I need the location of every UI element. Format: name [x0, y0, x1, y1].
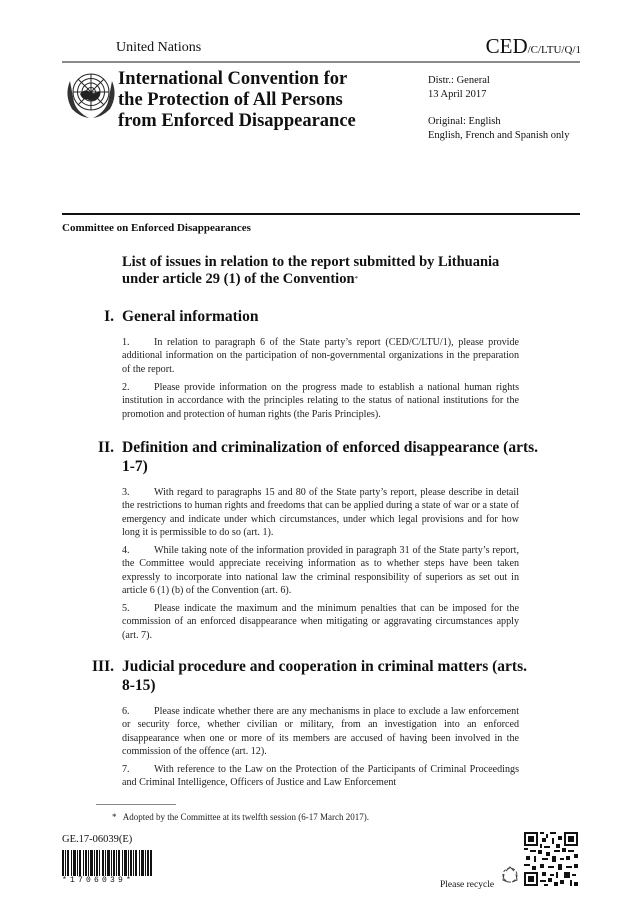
committee-name: Committee on Enforced Disappearances — [62, 222, 251, 234]
header-divider — [62, 61, 580, 63]
paragraph-3 — [122, 486, 519, 539]
barcode-number: *1706039* — [62, 876, 135, 885]
document-symbol — [486, 34, 581, 59]
convention-title-line: the Protection of All Persons — [118, 90, 343, 110]
symbol-suffix: /C/LTU/Q/1 — [527, 44, 581, 56]
paragraph-text: With reference to the Law on the Protection of the Participants of Criminal Proceedings and Criminal Intelligence, Officers of Justice and Law Enforcement — [122, 764, 519, 789]
paragraph-number: 6. — [122, 706, 130, 717]
languages: English, French and Spanish only — [428, 130, 570, 141]
paragraph-6 — [122, 705, 519, 758]
language-block — [428, 115, 569, 143]
paragraph-number: 3. — [122, 487, 130, 498]
paragraph-1 — [122, 336, 519, 376]
paragraph-text: Please indicate the maximum and the minimum penalties that can be imposed for the commission of an enforced disappearance when mitigating or aggravating circumstances apply (art. 7). — [122, 603, 519, 641]
committee-divider — [62, 213, 580, 215]
footnote-marker[interactable]: * — [354, 275, 359, 283]
footnote-divider — [96, 804, 176, 805]
document-title — [122, 254, 542, 288]
paragraph-text: Please indicate whether there are any mechanisms in place to exclude a law enforcement or security force, whether civilian or military, from an investigation into an enforced disappearance when one or more of its members are accused of having been involved in the commission of the offence (art. 12). — [122, 706, 519, 757]
section-number: III. — [92, 658, 114, 675]
paragraph-4 — [122, 544, 519, 597]
paragraph-number: 2. — [122, 382, 130, 393]
paragraph-2 — [122, 381, 519, 421]
job-number: GE.17-06039(E) — [62, 834, 133, 845]
paragraph-number: 4. — [122, 545, 130, 556]
paragraph-text: With regard to paragraphs 15 and 80 of the State party’s report, please describe in detail the restrictions to human rights and freedoms that can be applied during a state of war or a state of emergency and indicate under which circumstances, under which legal provisions and for how long it is permissible to do so (art. 1). — [122, 487, 519, 538]
paragraph-text: Please provide information on the progress made to establish a national human rights institution in accordance with the principles relating to the status of national institutions for the promotion and protection of human rights (the Paris Principles). — [122, 382, 519, 420]
distribution-block — [428, 74, 490, 102]
paragraph-text: In relation to paragraph 6 of the State party’s report (CED/C/LTU/1), please provide additional information on the participation of non-governmental organizations in the preparation of the report. — [122, 337, 519, 375]
convention-title-line: from Enforced Disappearance — [118, 111, 356, 131]
recycle-label: Please recycle — [440, 880, 495, 890]
convention-title-line: International Convention for — [118, 69, 348, 89]
footnote: * Adopted by the Committee at its twelfth session (6-17 March 2017). — [112, 812, 369, 822]
issue-date: 13 April 2017 — [428, 89, 487, 100]
un-emblem-icon — [62, 67, 120, 119]
section-number: I. — [104, 308, 114, 325]
paragraph-number: 1. — [122, 337, 130, 348]
qr-code-icon — [524, 832, 578, 886]
section-title: General information — [122, 308, 259, 325]
original-language: Original: English — [428, 116, 501, 127]
section-number: II. — [98, 439, 114, 456]
paragraph-number: 5. — [122, 603, 130, 614]
section-title: Definition and criminalization of enforced disappearance (arts. 1-7) — [122, 439, 539, 475]
paragraph-number: 7. — [122, 764, 130, 775]
recycle-icon — [500, 865, 520, 885]
barcode-icon — [62, 850, 152, 876]
document-title-line: List of issues in relation to the report submitted by Lithuania — [122, 254, 500, 270]
symbol-main: CED — [485, 34, 528, 58]
paragraph-text: While taking note of the information provided in paragraph 31 of the State party’s report, the Committee would appreciate receiving information as to whether steps have been taken expressly to incorporate into national law the criminal responsibility of superiors as set out in article 6 (1) (b) of the Convention (art. 6). — [122, 545, 519, 596]
paragraph-7 — [122, 763, 519, 790]
section-title: Judicial procedure and cooperation in criminal matters (arts. 8-15) — [122, 658, 527, 694]
organization-name: United Nations — [116, 40, 202, 55]
convention-title — [118, 69, 418, 132]
document-title-line: under article 29 (1) of the Convention — [122, 271, 355, 287]
paragraph-5 — [122, 602, 519, 642]
distribution: Distr.: General — [428, 75, 490, 86]
